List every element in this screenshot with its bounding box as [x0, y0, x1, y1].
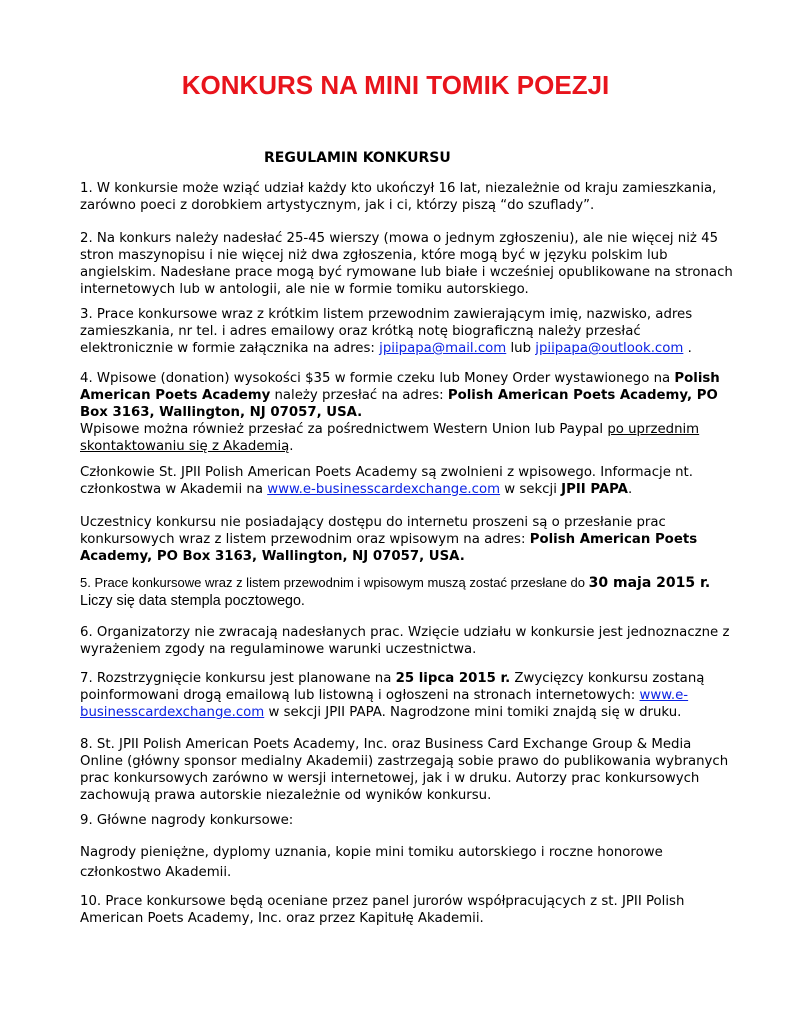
rule-10	[80, 893, 720, 927]
text-line: 1. W konkursie może wziąć udział każdy kto ukończył 16 lat, niezależnie od kraju zamieszkania,	[80, 181, 717, 196]
text-line: zarówno poeci z dorobkiem artystycznym, jak i ci, którzy piszą “do szuflady”.	[80, 198, 595, 213]
text-line	[80, 670, 720, 687]
text-line: prac konkursowych zarówno w wersji internetowej, jak i w druku. Autorzy prac konkursowych	[80, 771, 700, 786]
text-line	[80, 387, 720, 404]
text-line: stron maszynopisu i nie więcej niż dwa zgłoszenia, które mogą być w języku polskim lub	[80, 248, 668, 263]
text-span: w sekcji JPII PAPA. Nagrodzone mini tomiki znajdą się w druku.	[264, 705, 682, 720]
postal-note	[80, 514, 720, 565]
text-line: angielskim. Nadesłane prace mogą być rymowane lub białe i wcześniej opublikowane na stronach	[80, 265, 733, 280]
text-span: 4. Wpisowe (donation) wysokości $35 w formie czeku lub Money Order wystawionego na	[80, 371, 675, 386]
text-line: Liczy się data stempla pocztowego.	[80, 593, 305, 609]
bold-text: American Poets Academy	[80, 388, 271, 403]
text-line: Uczestnicy konkursu nie posiadający dostępu do internetu proszeni są o przesłanie prac	[80, 515, 666, 530]
bold-text: Polish American Poets Academy, PO	[447, 388, 718, 403]
text-span: 5. Prace konkursowe wraz z listem przewodnim i wpisowym muszą zostać przesłane do	[80, 575, 589, 590]
text-line: Nagrody pieniężne, dyplomy uznania, kopie mini tomiku autorskiego i roczne honorowe	[80, 845, 663, 860]
text-span: Wpisowe można również przesłać za pośrednictwem Western Union lub Paypal	[80, 422, 608, 437]
text-line: Członkowie St. JPII Polish American Poets Academy są zwolnieni z wpisowego. Informacje nt.	[80, 465, 693, 480]
text-line: American Poets Academy, Inc. oraz przez Kapitułę Akademii.	[80, 911, 484, 926]
rule-4	[80, 370, 720, 455]
bold-text: Academy, PO Box 3163, Wallington, NJ 07057, USA.	[80, 549, 465, 564]
text-line: Online (główny sponsor medialny Akademii) zastrzegają sobie prawo do publikowania wybranych	[80, 754, 729, 769]
text-line: zamieszkania, nr tel. i adres emailowy oraz krótką notę biograficzną należy przesłać	[80, 324, 641, 339]
text-line: wyrażeniem zgody na regulaminowe warunki uczestnictwa.	[80, 642, 477, 657]
bold-text: Polish	[674, 371, 720, 386]
text-span: konkursowych wraz z listem przewodnim oraz wpisowym na adres:	[80, 532, 530, 547]
rule-8	[80, 736, 729, 804]
text-line: 10. Prace konkursowe będą oceniane przez panel jurorów współpracujących z st. JPII Polish	[80, 894, 685, 909]
rule-7	[80, 670, 720, 721]
text-line: internetowych lub w antologii, ale nie w formie tomiku autorskiego.	[80, 282, 529, 297]
prizes-list	[80, 844, 720, 881]
text-line	[80, 531, 720, 548]
text-line	[80, 481, 720, 498]
text-span: elektronicznie w formie załącznika na adres:	[80, 341, 380, 356]
rule-5	[80, 574, 720, 610]
text-line	[80, 548, 720, 565]
text-span: .	[627, 482, 633, 497]
underlined-text: skontaktowaniu się z Akademią	[80, 439, 290, 454]
rule-9	[80, 812, 720, 829]
text-line: 8. St. JPII Polish American Poets Academy, Inc. oraz Business Card Exchange Group & Media	[80, 737, 692, 752]
text-line: 3. Prace konkursowe wraz z krótkim listem przewodnim zawierającym imię, nazwisko, adres	[80, 307, 693, 322]
rule-1	[80, 180, 720, 214]
text-line	[80, 404, 720, 421]
text-line	[80, 370, 720, 387]
text-span: lub	[506, 341, 536, 356]
website-link[interactable]: businesscardexchange.com	[80, 705, 265, 720]
membership-note	[80, 464, 720, 498]
text-span: .	[289, 439, 294, 454]
text-span: 7. Rozstrzygnięcie konkursu jest planowane na	[80, 671, 396, 686]
text-span: poinformowani drogą emailową lub listowną i ogłoszeni na stronach internetowych:	[80, 688, 640, 703]
rule-3	[80, 306, 720, 357]
text-span: w sekcji	[500, 482, 562, 497]
text-span: Zwycięzcy konkursu zostaną	[510, 671, 705, 686]
email-link-mail[interactable]: jpiipapa@mail.com	[379, 341, 507, 356]
text-line	[80, 421, 720, 438]
bold-text: Polish American Poets	[529, 532, 698, 547]
text-line: zachowują prawa autorskie niezależnie od wyników konkursu.	[80, 788, 492, 803]
section-heading: REGULAMIN KONKURSU	[264, 150, 451, 166]
text-line: 2. Na konkurs należy nadesłać 25-45 wierszy (mowa o jednym zgłoszeniu), ale nie więcej niż 45	[80, 231, 719, 246]
text-span: należy przesłać na adres:	[270, 388, 448, 403]
bold-text: JPII PAPA	[561, 482, 628, 497]
text-line	[80, 704, 720, 721]
website-link[interactable]: www.e-	[639, 688, 689, 703]
text-line	[80, 438, 720, 455]
results-date: 25 lipca 2015 r.	[395, 671, 511, 686]
underlined-text: po uprzednim	[607, 422, 700, 437]
text-span: .	[683, 341, 692, 356]
text-line	[80, 574, 720, 592]
text-line: 9. Główne nagrody konkursowe:	[80, 813, 294, 828]
website-link[interactable]: www.e-businesscardexchange.com	[267, 482, 501, 497]
deadline-date: 30 maja 2015 r.	[588, 575, 711, 591]
email-link-outlook[interactable]: jpiipapa@outlook.com	[535, 341, 684, 356]
page-title: KONKURS NA MINI TOMIK POEZJI	[181, 70, 610, 100]
text-line: członkostwo Akademii.	[80, 865, 232, 880]
bold-text: Box 3163, Wallington, NJ 07057, USA.	[80, 405, 363, 420]
text-span: członkostwa w Akademii na	[80, 482, 268, 497]
text-line	[80, 687, 720, 704]
rule-6	[80, 624, 730, 658]
text-line	[80, 340, 720, 357]
rule-2	[80, 230, 733, 298]
text-line: 6. Organizatorzy nie zwracają nadesłanych prac. Wzięcie udziału w konkursie jest jednoznaczne z	[80, 625, 730, 640]
